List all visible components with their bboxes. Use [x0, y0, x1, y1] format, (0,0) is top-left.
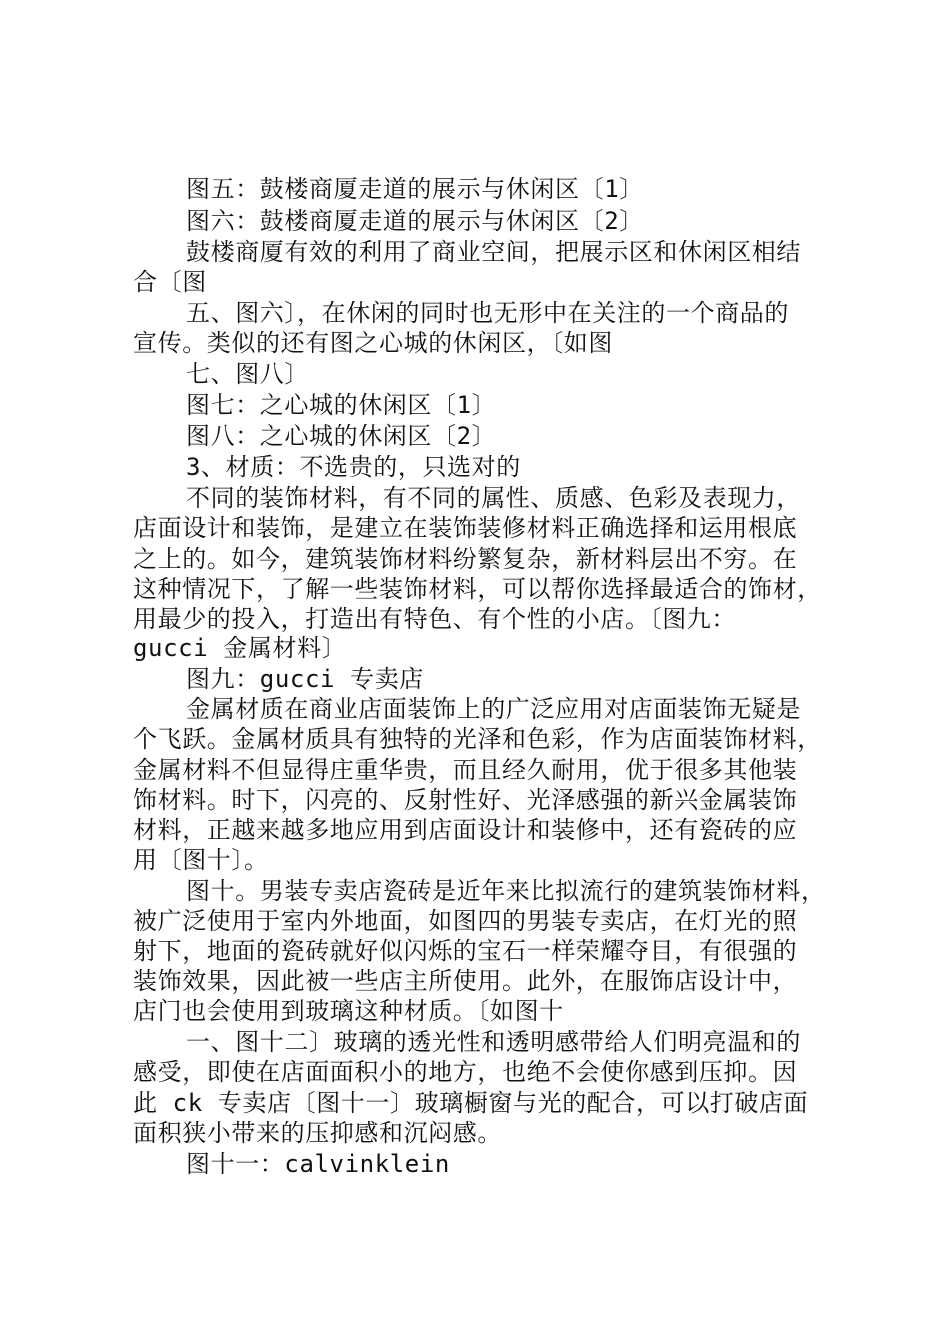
- paragraph-line: 用〔图十〕。: [133, 846, 269, 874]
- paragraph-line: 不同的装饰材料，有不同的属性、质感、色彩及表现力，: [186, 484, 801, 512]
- section-heading: 3、材质：不选贵的，只选对的: [186, 453, 521, 481]
- paragraph-line: 此 ck 专卖店〔图十一〕玻璃橱窗与光的配合，可以打破店面: [133, 1089, 809, 1117]
- paragraph-line: 五、图六〕，在休闲的同时也无形中在关注的一个商品的: [186, 299, 789, 327]
- paragraph-line: 个飞跃。金属材质具有独特的光泽和色彩，作为店面装饰材料，: [133, 725, 822, 753]
- paragraph-line: gucci 金属材料〕: [133, 634, 347, 662]
- paragraph-line: 面积狭小带来的压抑感和沉闷感。: [133, 1119, 502, 1147]
- paragraph-line: 感受，即使在店面面积小的地方，也绝不会使你感到压抑。因: [133, 1058, 798, 1086]
- paragraph-line: 这种情况下，了解一些装饰材料，可以帮你选择最适合的饰材，: [133, 575, 822, 603]
- paragraph-line: 材料，正越来越多地应用到店面设计和装修中，还有瓷砖的应: [133, 816, 798, 844]
- paragraph-line: 金属材料不但显得庄重华贵，而且经久耐用，优于很多其他装: [133, 756, 798, 784]
- paragraph-line: 鼓楼商厦有效的利用了商业空间，把展示区和休闲区相结: [186, 238, 801, 266]
- paragraph-line: 宣传。类似的还有图之心城的休闲区，〔如图: [133, 329, 613, 357]
- caption-line: 图十一：calvinklein: [186, 1150, 450, 1178]
- paragraph-line: 店门也会使用到玻璃这种材质。〔如图十: [133, 997, 564, 1025]
- caption-line: 图七：之心城的休闲区〔1〕: [186, 391, 497, 419]
- paragraph-line: 被广泛使用于室内外地面，如图四的男装专卖店，在灯光的照: [133, 907, 798, 935]
- caption-line: 图六：鼓楼商厦走道的展示与休闲区〔2〕: [186, 207, 644, 235]
- paragraph-line: 装饰效果，因此被一些店主所使用。此外，在服饰店设计中，: [133, 967, 798, 995]
- paragraph-line: 店面设计和装饰，是建立在装饰装修材料正确选择和运用根底: [133, 514, 798, 542]
- paragraph-line: 图十。男装专卖店瓷砖是近年来比拟流行的建筑装饰材料，: [186, 877, 826, 905]
- paragraph-line: 饰材料。时下，闪亮的、反射性好、光泽感强的新兴金属装饰: [133, 786, 798, 814]
- caption-line: 图五：鼓楼商厦走道的展示与休闲区〔1〕: [186, 175, 644, 203]
- caption-line: 图九：gucci 专卖店: [186, 665, 424, 693]
- paragraph-line: 射下，地面的瓷砖就好似闪烁的宝石一样荣耀夺目，有很强的: [133, 937, 798, 965]
- paragraph-line: 金属材质在商业店面装饰上的广泛应用对店面装饰无疑是: [186, 695, 801, 723]
- paragraph-line: 之上的。如今，建筑装饰材料纷繁复杂，新材料层出不穷。在: [133, 545, 798, 573]
- paragraph-line: 用最少的投入，打造出有特色、有个性的小店。〔图九：: [133, 605, 736, 633]
- paragraph-line: 一、图十二〕玻璃的透光性和透明感带给人们明亮温和的: [186, 1028, 801, 1056]
- paragraph-line: 七、图八〕: [186, 360, 309, 388]
- paragraph-line: 合〔图: [133, 268, 207, 296]
- caption-line: 图八：之心城的休闲区〔2〕: [186, 422, 497, 450]
